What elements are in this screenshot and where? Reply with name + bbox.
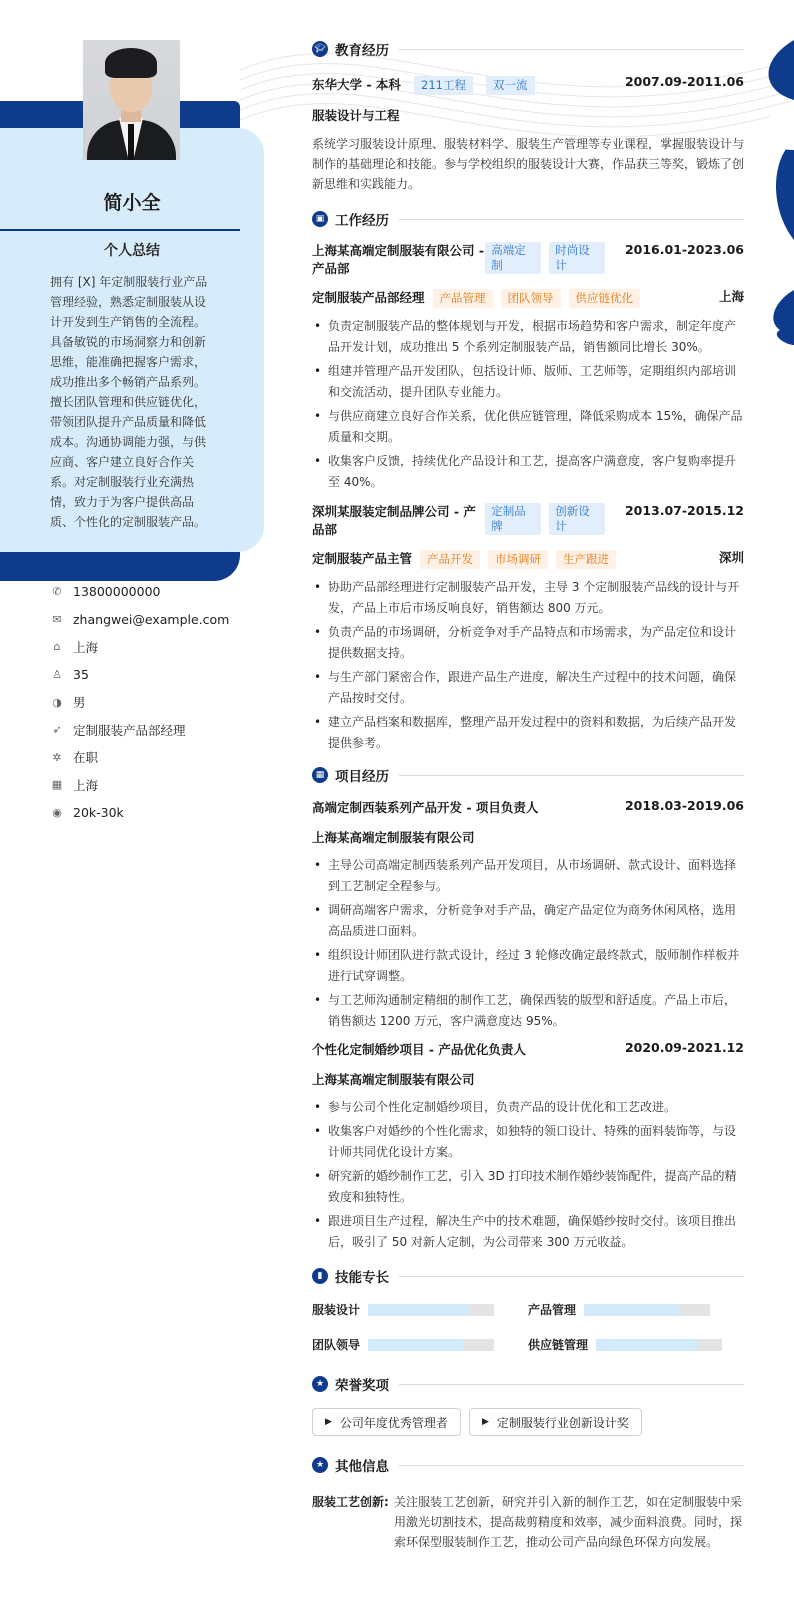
other-info-value: 关注服装工艺创新，研究并引入新的制作工艺，如在定制服装中采用激光切割技术，提高裁剪精度和效率，减少面料浪费。同时，探索环保型服装制作工艺，推动公司产品向绿色环保方向发展。 xyxy=(394,1495,743,1549)
list-item: • 收集客户反馈，持续优化产品设计和工艺，提高客户满意度，客户复购率提升至 40%。 xyxy=(312,451,744,493)
divider xyxy=(399,775,744,776)
divider xyxy=(399,219,744,220)
awards-list xyxy=(312,1408,744,1436)
contact-item xyxy=(50,771,229,799)
date-range: 2020.09-2021.12 xyxy=(624,1040,744,1055)
section-skills-header xyxy=(312,1265,744,1287)
list-item: • 与供应商建立良好合作关系，优化供应链管理，降低采购成本 15%，确保产品质量和交期。 xyxy=(312,406,744,448)
summary-title: 个人总结 xyxy=(104,243,160,259)
section-other-header xyxy=(312,1454,744,1476)
section-awards-header xyxy=(312,1373,744,1395)
salary-icon: ◉ xyxy=(52,806,62,820)
contact-item xyxy=(50,688,229,716)
divider xyxy=(399,1384,744,1385)
section-projects-header xyxy=(312,764,744,786)
job-title: 定制服装产品部经理 xyxy=(312,290,425,305)
award-name: 公司年度优秀管理者 xyxy=(339,1415,448,1430)
info-icon: ★ xyxy=(312,1457,328,1473)
divider xyxy=(399,49,744,50)
main-column xyxy=(312,38,744,1552)
contact-text: 定制服装产品部经理 xyxy=(73,722,186,738)
mail-icon: ✉ xyxy=(52,612,62,626)
other-info-row xyxy=(312,1492,744,1552)
skill-bar-fill xyxy=(584,1304,679,1316)
section-title: 其他信息 xyxy=(335,1459,389,1475)
work-entry xyxy=(312,242,744,493)
tag: 高端定制 xyxy=(485,242,541,274)
job-title: 定制服装产品主管 xyxy=(312,551,413,566)
skills-grid xyxy=(312,1301,744,1353)
education-header-row xyxy=(312,74,744,95)
divider xyxy=(399,1465,744,1466)
skill-name: 团队领导 xyxy=(312,1338,361,1352)
list-item: • 跟进项目生产过程，解决生产中的技术难题，确保婚纱按时交付。该项目推出后，吸引了 50 对新人定制，为公司带来 300 万元收益。 xyxy=(312,1211,744,1253)
list-item: • 主导公司高端定制西装系列产品开发项目，从市场调研、款式设计、面料选择到工艺制定全程参与。 xyxy=(312,855,744,897)
tag: 211工程 xyxy=(414,76,473,95)
role-row xyxy=(312,287,744,308)
contact-item xyxy=(50,606,229,634)
award-name: 定制服装行业创新设计奖 xyxy=(496,1415,629,1430)
contact-text: 35 xyxy=(73,667,89,683)
skill-bar xyxy=(368,1304,494,1316)
contact-text: 男 xyxy=(73,695,86,711)
target-position-icon: ➶ xyxy=(52,723,62,737)
work-header-row xyxy=(312,242,744,278)
medal-icon: ★ xyxy=(312,1376,328,1392)
date-range: 2013.07-2015.12 xyxy=(624,503,744,518)
project-detail-list xyxy=(312,855,744,1032)
skill-bar-fill xyxy=(596,1339,697,1351)
tag-group xyxy=(477,503,625,535)
play-triangle-icon: ▶ xyxy=(481,1417,489,1427)
status-icon: ✲ xyxy=(52,750,62,764)
contact-text: 在职 xyxy=(73,750,99,766)
section-title: 荣誉奖项 xyxy=(335,1378,389,1394)
home-icon: ⌂ xyxy=(53,640,61,654)
skill-tag: 市场调研 xyxy=(488,550,548,569)
award-badge xyxy=(312,1408,461,1436)
skill-name: 服装设计 xyxy=(312,1303,361,1317)
education-description: 系统学习服装设计原理、服装材料学、服装生产管理等专业课程，掌握服装设计与制作的基础理论和技能。参与学校组织的服装设计大赛，作品获三等奖，锻炼了创新思维和实践能力。 xyxy=(312,137,745,191)
contact-text: 上海 xyxy=(73,777,99,793)
briefcase-icon: ▣ xyxy=(312,211,328,227)
award-badge xyxy=(469,1408,642,1436)
tag: 双一流 xyxy=(486,76,535,95)
project-header-row xyxy=(312,1040,744,1058)
project-entry xyxy=(312,1040,744,1253)
responsibility-list xyxy=(312,577,744,754)
role-group xyxy=(312,287,640,308)
skill-bar-fill xyxy=(368,1339,463,1351)
avatar xyxy=(83,40,180,160)
company-name: 上海某高端定制服装有限公司 - 产品部 xyxy=(312,243,485,276)
skill-tag: 团队领导 xyxy=(501,289,561,308)
chart-icon: ▮ xyxy=(312,1268,328,1284)
list-item: • 调研高端客户需求，分析竞争对手产品，确定产品定位为商务休闲风格，选用高品质进口面料。 xyxy=(312,900,744,942)
project-entry xyxy=(312,798,744,1032)
list-item: • 研究新的婚纱制作工艺，引入 3D 打印技术制作婚纱装饰配件，提高产品的精致度和独特性。 xyxy=(312,1166,744,1208)
major: 服装设计与工程 xyxy=(312,108,400,123)
project-list xyxy=(312,798,744,1253)
skill-bar-fill xyxy=(368,1304,469,1316)
contact-text: zhangwei@example.com xyxy=(73,611,230,627)
list-item: • 收集客户对婚纱的个性化需求，如独特的领口设计、特殊的面料装饰等，与设计师共同优化设计方案。 xyxy=(312,1121,744,1163)
section-title: 项目经历 xyxy=(335,769,389,785)
work-city: 上海 xyxy=(718,289,744,304)
section-work-header xyxy=(312,208,744,230)
contact-item xyxy=(50,633,229,661)
skill-bar xyxy=(368,1339,494,1351)
work-list xyxy=(312,242,744,754)
skill-tag: 产品开发 xyxy=(420,550,480,569)
skill-name: 产品管理 xyxy=(528,1303,577,1317)
list-item: • 组建并管理产品开发团队，包括设计师、版师、工艺师等，定期组织内部培训和交流活动，提升团队专业能力。 xyxy=(312,361,744,403)
contact-item xyxy=(50,716,229,744)
contact-text: 上海 xyxy=(73,639,99,655)
responsibility-list xyxy=(312,316,744,493)
tag: 时尚设计 xyxy=(549,242,605,274)
list-item: • 负责定制服装产品的整体规划与开发，根据市场趋势和客户需求，制定年度产品开发计划，成功推出 5 个系列定制服装产品，销售额同比增长 30%。 xyxy=(312,316,744,358)
project-company: 上海某高端定制服装有限公司 xyxy=(312,1072,475,1087)
graduation-cap-icon: 🎓︎ xyxy=(312,41,328,57)
contact-list xyxy=(50,578,229,826)
list-item: • 参与公司个性化定制婚纱项目，负责产品的设计优化和工艺改进。 xyxy=(312,1097,744,1118)
list-item: • 与生产部门紧密合作，跟进产品生产进度，解决生产过程中的技术问题，确保产品按时交付。 xyxy=(312,667,744,709)
person-name: 简小全 xyxy=(103,192,161,214)
list-item: • 与工艺师沟通制定精细的制作工艺，确保西装的版型和舒适度。产品上市后，销售额达 1200 万元，客户满意度达 95%。 xyxy=(312,990,744,1032)
list-item: • 负责产品的市场调研，分析竞争对手产品特点和市场需求，为产品定位和设计提供数据支持。 xyxy=(312,622,744,664)
contact-item xyxy=(50,578,229,606)
phone-icon: ✆ xyxy=(52,585,62,599)
role-group xyxy=(312,548,616,569)
date-range: 2018.03-2019.06 xyxy=(624,798,744,813)
contact-item xyxy=(50,799,229,827)
project-detail-list xyxy=(312,1097,744,1253)
contact-text: 20k-30k xyxy=(73,805,124,821)
contact-text: 13800000000 xyxy=(73,584,161,600)
skill-tag: 产品管理 xyxy=(433,289,493,308)
role-row xyxy=(312,548,744,569)
list-item: • 组织设计师团队进行款式设计，经过 3 轮修改确定最终款式，版师制作样板并进行试穿调整。 xyxy=(312,945,744,987)
section-title: 技能专长 xyxy=(335,1270,389,1286)
project-header-row xyxy=(312,798,744,816)
list-item: • 协助产品部经理进行定制服装产品开发，主导 3 个定制服装产品线的设计与开发，产品上市后市场反响良好，销售额达 800 万元。 xyxy=(312,577,744,619)
age-icon: ♙ xyxy=(52,668,62,682)
section-title: 教育经历 xyxy=(335,43,389,59)
list-item: • 建立产品档案和数据库，整理产品开发过程中的资料和数据，为后续产品开发提供参考。 xyxy=(312,712,744,754)
work-header-row xyxy=(312,503,744,539)
summary-text: 拥有 [X] 年定制服装行业产品管理经验，熟悉定制服装从设计开发到生产销售的全流程。具备敏锐的市场洞察力和创新思维，能准确把握客户需求，成功推出多个畅销产品系列。擅长团队管理和供应链优化，带领团队提升产品质量和降低成本。沟通协调能力强，与供应商、客户建立良好合作关系。对定制服装行业充满热情，致力于为客户提供高品质、个性化的定制服装产品。 xyxy=(50,275,208,529)
play-triangle-icon: ▶ xyxy=(325,1417,332,1427)
skill-item xyxy=(312,1336,528,1353)
skill-tag: 供应链优化 xyxy=(569,289,641,308)
project-title: 高端定制西装系列产品开发 - 项目负责人 xyxy=(312,800,539,815)
section-education-header xyxy=(312,38,744,60)
other-info-key: 服装工艺创新: xyxy=(312,1495,389,1509)
tag: 创新设计 xyxy=(549,503,605,535)
skill-name: 供应链管理 xyxy=(528,1338,589,1352)
school-name: 东华大学 - 本科 xyxy=(312,77,401,92)
grid-icon: ▦ xyxy=(312,767,328,783)
contact-item xyxy=(50,744,229,772)
project-company: 上海某高端定制服装有限公司 xyxy=(312,830,475,845)
section-title: 工作经历 xyxy=(335,213,389,229)
gender-icon: ◑ xyxy=(52,695,62,709)
skill-tag: 生产跟进 xyxy=(556,550,616,569)
tag-group xyxy=(477,242,625,274)
work-entry xyxy=(312,503,744,754)
divider xyxy=(399,1276,744,1277)
project-title: 个性化定制婚纱项目 - 产品优化负责人 xyxy=(312,1042,526,1057)
company-name: 深圳某服装定制品牌公司 - 产品部 xyxy=(312,504,476,537)
skill-bar xyxy=(584,1304,710,1316)
skill-item xyxy=(312,1301,528,1318)
name-divider xyxy=(0,229,240,231)
date-range: 2016.01-2023.06 xyxy=(624,242,744,257)
date-range: 2007.09-2011.06 xyxy=(624,74,744,89)
contact-item xyxy=(50,661,229,689)
work-city: 深圳 xyxy=(718,550,744,565)
tag: 定制品牌 xyxy=(485,503,541,535)
skill-item xyxy=(528,1301,744,1318)
city-icon: ▦ xyxy=(51,778,63,792)
skill-item xyxy=(528,1336,744,1353)
skill-bar xyxy=(596,1339,722,1351)
